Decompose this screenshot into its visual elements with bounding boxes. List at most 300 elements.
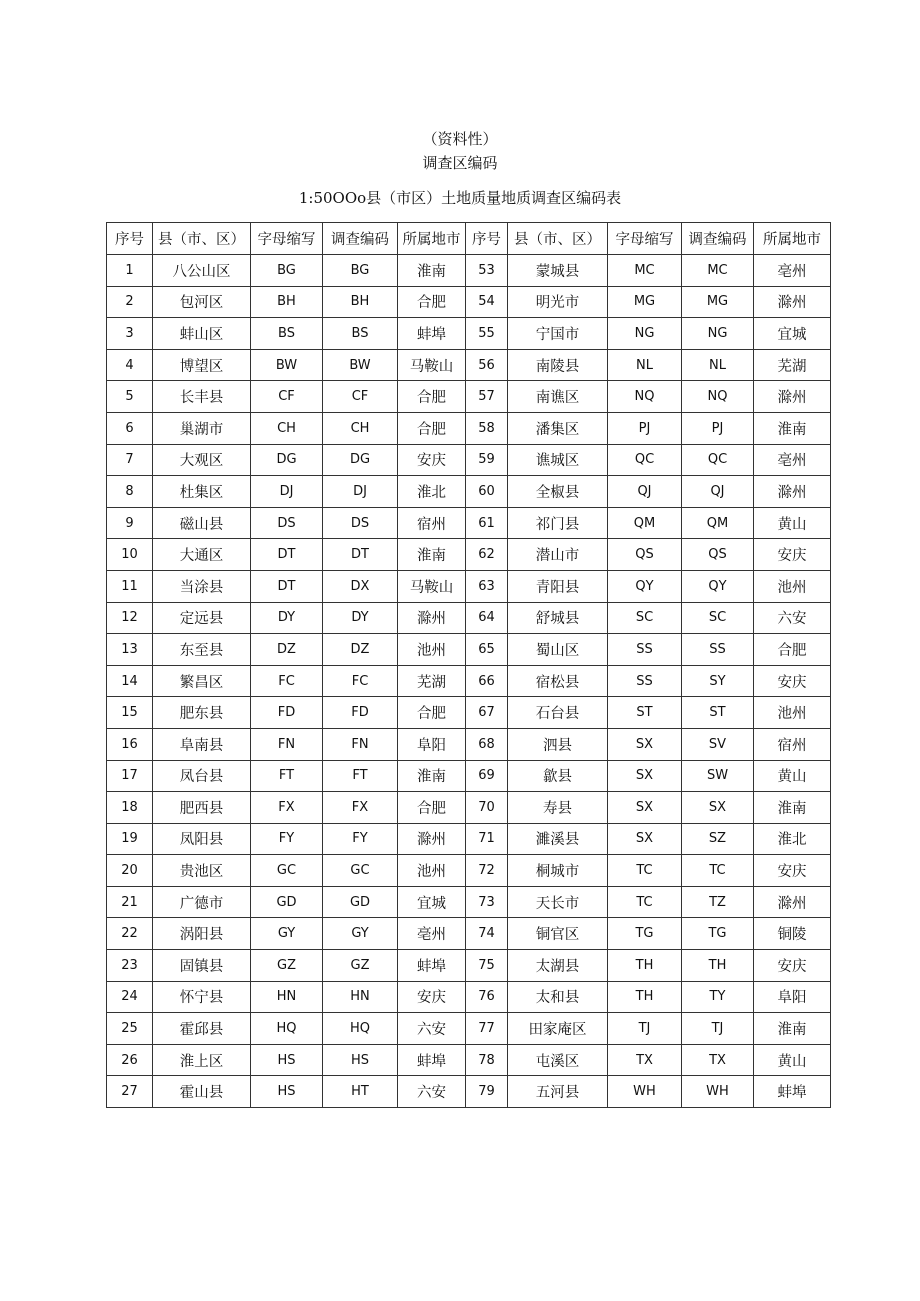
- abbr-cell: HN: [251, 981, 323, 1013]
- city-cell: 池州: [754, 697, 831, 729]
- seq-cell: 26: [107, 1044, 153, 1076]
- seq-cell: 10: [107, 539, 153, 571]
- abbr-cell: FX: [251, 792, 323, 824]
- seq-cell: 68: [466, 728, 508, 760]
- county-cell: 蒙城县: [508, 255, 608, 287]
- city-cell: 亳州: [754, 255, 831, 287]
- city-cell: 蚌埠: [398, 950, 466, 982]
- seq-cell: 56: [466, 349, 508, 381]
- code-cell: QC: [682, 444, 754, 476]
- city-cell: 合肥: [398, 381, 466, 413]
- abbr-cell: SX: [608, 792, 682, 824]
- seq-cell: 75: [466, 950, 508, 982]
- county-cell: 潜山市: [508, 539, 608, 571]
- seq-cell: 5: [107, 381, 153, 413]
- county-cell: 桐城市: [508, 855, 608, 887]
- county-cell: 歙县: [508, 760, 608, 792]
- city-cell: 马鞍山: [398, 349, 466, 381]
- seq-cell: 1: [107, 255, 153, 287]
- county-cell: 谯城区: [508, 444, 608, 476]
- seq-cell: 70: [466, 792, 508, 824]
- code-cell: TG: [682, 918, 754, 950]
- seq-cell: 23: [107, 950, 153, 982]
- city-cell: 淮北: [398, 476, 466, 508]
- seq-cell: 7: [107, 444, 153, 476]
- table-row: [107, 823, 831, 855]
- code-cell: DZ: [323, 634, 398, 666]
- header-col-seq: 序号: [466, 223, 508, 255]
- abbr-cell: FY: [251, 823, 323, 855]
- code-cell: DS: [323, 507, 398, 539]
- county-cell: 阜南县: [153, 728, 251, 760]
- seq-cell: 66: [466, 665, 508, 697]
- abbr-cell: GY: [251, 918, 323, 950]
- abbr-cell: DY: [251, 602, 323, 634]
- abbr-cell: BH: [251, 286, 323, 318]
- abbr-cell: HS: [251, 1076, 323, 1108]
- seq-cell: 63: [466, 570, 508, 602]
- code-cell: NG: [682, 318, 754, 350]
- county-cell: 南陵县: [508, 349, 608, 381]
- county-cell: 全椒县: [508, 476, 608, 508]
- code-cell: BH: [323, 286, 398, 318]
- code-cell: GZ: [323, 950, 398, 982]
- header-col-code: 调查编码: [682, 223, 754, 255]
- seq-cell: 18: [107, 792, 153, 824]
- city-cell: 宜城: [398, 886, 466, 918]
- county-cell: 广德市: [153, 886, 251, 918]
- county-cell: 太湖县: [508, 950, 608, 982]
- table-row: [107, 1013, 831, 1045]
- code-cell: MC: [682, 255, 754, 287]
- code-cell: FC: [323, 665, 398, 697]
- county-cell: 定远县: [153, 602, 251, 634]
- seq-cell: 61: [466, 507, 508, 539]
- county-cell: 磁山县: [153, 507, 251, 539]
- city-cell: 淮南: [398, 539, 466, 571]
- county-cell: 石台县: [508, 697, 608, 729]
- code-cell: CF: [323, 381, 398, 413]
- county-cell: 凤阳县: [153, 823, 251, 855]
- header-col-county: 县（市、区）: [508, 223, 608, 255]
- county-cell: 五河县: [508, 1076, 608, 1108]
- city-cell: 宿州: [754, 728, 831, 760]
- seq-cell: 6: [107, 412, 153, 444]
- city-cell: 合肥: [398, 697, 466, 729]
- header-col-code: 调查编码: [323, 223, 398, 255]
- seq-cell: 21: [107, 886, 153, 918]
- table-row: [107, 697, 831, 729]
- abbr-cell: NG: [608, 318, 682, 350]
- code-cell: FD: [323, 697, 398, 729]
- county-cell: 霍山县: [153, 1076, 251, 1108]
- county-cell: 贵池区: [153, 855, 251, 887]
- code-cell: GD: [323, 886, 398, 918]
- abbr-cell: SC: [608, 602, 682, 634]
- seq-cell: 17: [107, 760, 153, 792]
- abbr-cell: TH: [608, 950, 682, 982]
- code-cell: TJ: [682, 1013, 754, 1045]
- code-cell: DG: [323, 444, 398, 476]
- header-col-seq: 序号: [107, 223, 153, 255]
- county-cell: 博望区: [153, 349, 251, 381]
- abbr-cell: NQ: [608, 381, 682, 413]
- city-cell: 安庆: [754, 665, 831, 697]
- city-cell: 亳州: [398, 918, 466, 950]
- seq-cell: 25: [107, 1013, 153, 1045]
- seq-cell: 20: [107, 855, 153, 887]
- seq-cell: 67: [466, 697, 508, 729]
- code-cell: SZ: [682, 823, 754, 855]
- city-cell: 池州: [398, 855, 466, 887]
- abbr-cell: TJ: [608, 1013, 682, 1045]
- city-cell: 合肥: [398, 792, 466, 824]
- county-cell: 长丰县: [153, 381, 251, 413]
- abbr-cell: HQ: [251, 1013, 323, 1045]
- city-cell: 六安: [398, 1013, 466, 1045]
- seq-cell: 15: [107, 697, 153, 729]
- county-cell: 田家庵区: [508, 1013, 608, 1045]
- code-cell: TZ: [682, 886, 754, 918]
- county-cell: 包河区: [153, 286, 251, 318]
- abbr-cell: DT: [251, 570, 323, 602]
- city-cell: 铜陵: [754, 918, 831, 950]
- abbr-cell: MC: [608, 255, 682, 287]
- table-row: [107, 412, 831, 444]
- seq-cell: 77: [466, 1013, 508, 1045]
- seq-cell: 57: [466, 381, 508, 413]
- code-cell: CH: [323, 412, 398, 444]
- abbr-cell: DS: [251, 507, 323, 539]
- seq-cell: 54: [466, 286, 508, 318]
- code-cell: TH: [682, 950, 754, 982]
- header-col-abbr: 字母缩写: [251, 223, 323, 255]
- city-cell: 安庆: [754, 950, 831, 982]
- seq-cell: 16: [107, 728, 153, 760]
- county-cell: 八公山区: [153, 255, 251, 287]
- abbr-cell: TG: [608, 918, 682, 950]
- code-cell: MG: [682, 286, 754, 318]
- code-cell: SX: [682, 792, 754, 824]
- code-cell: FX: [323, 792, 398, 824]
- county-cell: 舒城县: [508, 602, 608, 634]
- city-cell: 滁州: [398, 823, 466, 855]
- code-cell: SW: [682, 760, 754, 792]
- city-cell: 淮南: [754, 412, 831, 444]
- appendix-label: （资料性）: [422, 130, 498, 148]
- city-cell: 合肥: [398, 286, 466, 318]
- seq-cell: 59: [466, 444, 508, 476]
- abbr-cell: GZ: [251, 950, 323, 982]
- table-row: [107, 444, 831, 476]
- city-cell: 芜湖: [398, 665, 466, 697]
- table-title: 1:50OOo县（市区）土地质量地质调查区编码表: [298, 189, 622, 207]
- city-cell: 宿州: [398, 507, 466, 539]
- seq-cell: 73: [466, 886, 508, 918]
- code-cell: HT: [323, 1076, 398, 1108]
- city-cell: 芜湖: [754, 349, 831, 381]
- county-cell: 淮上区: [153, 1044, 251, 1076]
- header-col-abbr: 字母缩写: [608, 223, 682, 255]
- code-cell: TY: [682, 981, 754, 1013]
- code-cell: QY: [682, 570, 754, 602]
- code-cell: FT: [323, 760, 398, 792]
- table-row: [107, 1044, 831, 1076]
- seq-cell: 69: [466, 760, 508, 792]
- abbr-cell: MG: [608, 286, 682, 318]
- abbr-cell: SS: [608, 634, 682, 666]
- abbr-cell: BS: [251, 318, 323, 350]
- abbr-cell: QJ: [608, 476, 682, 508]
- abbr-cell: QY: [608, 570, 682, 602]
- code-cell: TX: [682, 1044, 754, 1076]
- code-cell: BG: [323, 255, 398, 287]
- city-cell: 安庆: [754, 855, 831, 887]
- county-cell: 天长市: [508, 886, 608, 918]
- city-cell: 滁州: [398, 602, 466, 634]
- city-cell: 六安: [398, 1076, 466, 1108]
- seq-cell: 9: [107, 507, 153, 539]
- code-cell: SC: [682, 602, 754, 634]
- seq-cell: 2: [107, 286, 153, 318]
- table-row: [107, 570, 831, 602]
- abbr-cell: FT: [251, 760, 323, 792]
- abbr-cell: QS: [608, 539, 682, 571]
- table-row: [107, 634, 831, 666]
- city-cell: 安庆: [398, 981, 466, 1013]
- header-col-city: 所属地市: [398, 223, 466, 255]
- city-cell: 滁州: [754, 381, 831, 413]
- county-cell: 肥西县: [153, 792, 251, 824]
- county-cell: 泗县: [508, 728, 608, 760]
- code-cell: GY: [323, 918, 398, 950]
- county-cell: 肥东县: [153, 697, 251, 729]
- county-cell: 固镇县: [153, 950, 251, 982]
- abbr-cell: BW: [251, 349, 323, 381]
- abbr-cell: GC: [251, 855, 323, 887]
- code-cell: PJ: [682, 412, 754, 444]
- survey-code-table: [106, 222, 831, 1108]
- abbr-cell: FC: [251, 665, 323, 697]
- seq-cell: 60: [466, 476, 508, 508]
- seq-cell: 13: [107, 634, 153, 666]
- table-row: [107, 792, 831, 824]
- city-cell: 淮北: [754, 823, 831, 855]
- city-cell: 黄山: [754, 1044, 831, 1076]
- county-cell: 明光市: [508, 286, 608, 318]
- city-cell: 淮南: [754, 792, 831, 824]
- seq-cell: 4: [107, 349, 153, 381]
- code-cell: SV: [682, 728, 754, 760]
- city-cell: 六安: [754, 602, 831, 634]
- table-row: [107, 476, 831, 508]
- city-cell: 蚌埠: [398, 1044, 466, 1076]
- city-cell: 合肥: [398, 412, 466, 444]
- county-cell: 涡阳县: [153, 918, 251, 950]
- abbr-cell: BG: [251, 255, 323, 287]
- city-cell: 安庆: [398, 444, 466, 476]
- seq-cell: 79: [466, 1076, 508, 1108]
- abbr-cell: CH: [251, 412, 323, 444]
- county-cell: 霍邱县: [153, 1013, 251, 1045]
- abbr-cell: SX: [608, 823, 682, 855]
- abbr-cell: WH: [608, 1076, 682, 1108]
- section-title: 调查区编码: [422, 154, 498, 172]
- city-cell: 池州: [398, 634, 466, 666]
- abbr-cell: SS: [608, 665, 682, 697]
- county-cell: 宿松县: [508, 665, 608, 697]
- city-cell: 滁州: [754, 286, 831, 318]
- code-cell: QM: [682, 507, 754, 539]
- abbr-cell: DT: [251, 539, 323, 571]
- abbr-cell: TC: [608, 886, 682, 918]
- county-cell: 大观区: [153, 444, 251, 476]
- abbr-cell: SX: [608, 760, 682, 792]
- seq-cell: 24: [107, 981, 153, 1013]
- table-row: [107, 286, 831, 318]
- city-cell: 蚌埠: [398, 318, 466, 350]
- table-row: [107, 255, 831, 287]
- seq-cell: 78: [466, 1044, 508, 1076]
- city-cell: 亳州: [754, 444, 831, 476]
- code-cell: DY: [323, 602, 398, 634]
- code-cell: FN: [323, 728, 398, 760]
- city-cell: 淮南: [398, 255, 466, 287]
- seq-cell: 8: [107, 476, 153, 508]
- city-cell: 淮南: [754, 1013, 831, 1045]
- county-cell: 怀宁县: [153, 981, 251, 1013]
- county-cell: 大通区: [153, 539, 251, 571]
- city-cell: 黄山: [754, 760, 831, 792]
- seq-cell: 12: [107, 602, 153, 634]
- seq-cell: 65: [466, 634, 508, 666]
- county-cell: 南谯区: [508, 381, 608, 413]
- city-cell: 宜城: [754, 318, 831, 350]
- code-cell: SS: [682, 634, 754, 666]
- table-body: [107, 255, 831, 1108]
- seq-cell: 72: [466, 855, 508, 887]
- seq-cell: 64: [466, 602, 508, 634]
- code-cell: HS: [323, 1044, 398, 1076]
- code-cell: BS: [323, 318, 398, 350]
- abbr-cell: GD: [251, 886, 323, 918]
- table-row: [107, 760, 831, 792]
- abbr-cell: SX: [608, 728, 682, 760]
- county-cell: 青阳县: [508, 570, 608, 602]
- seq-cell: 14: [107, 665, 153, 697]
- table-row: [107, 886, 831, 918]
- city-cell: 淮南: [398, 760, 466, 792]
- abbr-cell: TC: [608, 855, 682, 887]
- county-cell: 潘集区: [508, 412, 608, 444]
- table-header-row: [107, 223, 831, 255]
- seq-cell: 11: [107, 570, 153, 602]
- abbr-cell: TX: [608, 1044, 682, 1076]
- abbr-cell: QC: [608, 444, 682, 476]
- city-cell: 马鞍山: [398, 570, 466, 602]
- table-row: [107, 665, 831, 697]
- city-cell: 池州: [754, 570, 831, 602]
- abbr-cell: DJ: [251, 476, 323, 508]
- code-cell: DT: [323, 539, 398, 571]
- county-cell: 蚌山区: [153, 318, 251, 350]
- seq-cell: 55: [466, 318, 508, 350]
- code-cell: FY: [323, 823, 398, 855]
- code-cell: HQ: [323, 1013, 398, 1045]
- county-cell: 寿县: [508, 792, 608, 824]
- table-row: [107, 918, 831, 950]
- abbr-cell: CF: [251, 381, 323, 413]
- city-cell: 安庆: [754, 539, 831, 571]
- code-cell: BW: [323, 349, 398, 381]
- seq-cell: 62: [466, 539, 508, 571]
- city-cell: 滁州: [754, 476, 831, 508]
- table-row: [107, 855, 831, 887]
- table-row: [107, 507, 831, 539]
- seq-cell: 19: [107, 823, 153, 855]
- city-cell: 阜阳: [398, 728, 466, 760]
- seq-cell: 27: [107, 1076, 153, 1108]
- seq-cell: 22: [107, 918, 153, 950]
- county-cell: 当涂县: [153, 570, 251, 602]
- county-cell: 祁门县: [508, 507, 608, 539]
- header-col-city: 所属地市: [754, 223, 831, 255]
- table-row: [107, 981, 831, 1013]
- county-cell: 屯溪区: [508, 1044, 608, 1076]
- abbr-cell: DZ: [251, 634, 323, 666]
- code-cell: NL: [682, 349, 754, 381]
- city-cell: 蚌埠: [754, 1076, 831, 1108]
- seq-cell: 76: [466, 981, 508, 1013]
- abbr-cell: ST: [608, 697, 682, 729]
- seq-cell: 3: [107, 318, 153, 350]
- abbr-cell: FD: [251, 697, 323, 729]
- header-col-county: 县（市、区）: [153, 223, 251, 255]
- table-row: [107, 381, 831, 413]
- county-cell: 繁昌区: [153, 665, 251, 697]
- code-cell: HN: [323, 981, 398, 1013]
- code-cell: DX: [323, 570, 398, 602]
- abbr-cell: NL: [608, 349, 682, 381]
- abbr-cell: PJ: [608, 412, 682, 444]
- county-cell: 太和县: [508, 981, 608, 1013]
- county-cell: 东至县: [153, 634, 251, 666]
- table-row: [107, 349, 831, 381]
- county-cell: 蜀山区: [508, 634, 608, 666]
- abbr-cell: HS: [251, 1044, 323, 1076]
- abbr-cell: FN: [251, 728, 323, 760]
- city-cell: 滁州: [754, 886, 831, 918]
- table-row: [107, 950, 831, 982]
- table-row: [107, 318, 831, 350]
- code-cell: TC: [682, 855, 754, 887]
- county-cell: 铜官区: [508, 918, 608, 950]
- county-cell: 巢湖市: [153, 412, 251, 444]
- table-row: [107, 539, 831, 571]
- table-row: [107, 728, 831, 760]
- county-cell: 濉溪县: [508, 823, 608, 855]
- county-cell: 杜集区: [153, 476, 251, 508]
- city-cell: 合肥: [754, 634, 831, 666]
- county-cell: 凤台县: [153, 760, 251, 792]
- seq-cell: 58: [466, 412, 508, 444]
- seq-cell: 53: [466, 255, 508, 287]
- city-cell: 黄山: [754, 507, 831, 539]
- code-cell: WH: [682, 1076, 754, 1108]
- code-cell: NQ: [682, 381, 754, 413]
- city-cell: 阜阳: [754, 981, 831, 1013]
- abbr-cell: TH: [608, 981, 682, 1013]
